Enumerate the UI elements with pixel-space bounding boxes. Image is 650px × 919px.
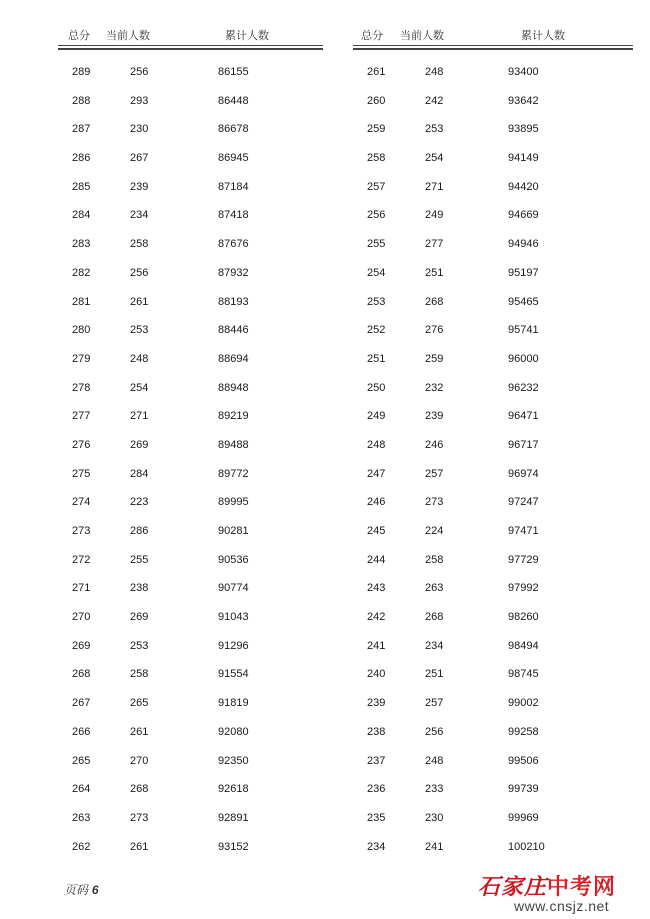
- table-row: [58, 488, 323, 517]
- cell-current-count: 234: [130, 209, 149, 222]
- table-row: [58, 201, 323, 230]
- table-row: [353, 775, 633, 804]
- cell-total-score: 254: [367, 266, 386, 279]
- cell-current-count: 242: [425, 94, 444, 107]
- cell-current-count: 248: [130, 352, 149, 365]
- table-row: [58, 775, 323, 804]
- cell-total-score: 272: [72, 553, 91, 566]
- table-row: [353, 144, 633, 173]
- cell-cumulative-count: 86678: [218, 123, 249, 136]
- cell-total-score: 239: [367, 697, 386, 710]
- cell-total-score: 248: [367, 438, 386, 451]
- watermark-site: 中考网: [547, 875, 617, 900]
- cell-total-score: 273: [72, 525, 91, 537]
- cell-current-count: 271: [425, 180, 444, 193]
- cell-cumulative-count: 86448: [218, 94, 249, 107]
- cell-current-count: 234: [425, 639, 444, 652]
- cell-total-score: 280: [72, 324, 91, 337]
- cell-current-count: 258: [425, 553, 444, 566]
- watermark-url: www.cnsjz.net: [514, 898, 610, 914]
- cell-current-count: 254: [130, 381, 149, 394]
- cell-total-score: 283: [72, 238, 91, 251]
- table-row: [353, 201, 633, 230]
- cell-cumulative-count: 91819: [218, 697, 249, 710]
- table-row: [353, 574, 633, 603]
- cell-total-score: 250: [367, 381, 386, 394]
- cell-total-score: 279: [72, 352, 91, 365]
- cell-total-score: 269: [72, 639, 91, 652]
- cell-total-score: 271: [72, 582, 91, 595]
- cell-current-count: 261: [130, 295, 149, 308]
- cell-cumulative-count: 94149: [508, 152, 539, 165]
- cell-total-score: 277: [72, 410, 91, 423]
- cell-cumulative-count: 99506: [508, 754, 539, 767]
- table-row: [58, 833, 323, 862]
- table-row: [58, 660, 323, 689]
- table-row: [353, 316, 633, 345]
- cell-total-score: 238: [367, 725, 386, 738]
- table-row: [353, 546, 633, 575]
- cell-total-score: 260: [367, 94, 386, 107]
- cell-cumulative-count: 90281: [218, 525, 249, 537]
- cell-current-count: 273: [130, 811, 149, 824]
- cell-cumulative-count: 89219: [218, 410, 249, 423]
- cell-total-score: 243: [367, 582, 386, 595]
- page-label: 页码: [64, 883, 89, 897]
- table-row: [58, 431, 323, 460]
- cell-cumulative-count: 95741: [508, 324, 539, 337]
- cell-cumulative-count: 90536: [218, 553, 249, 566]
- table-row: [353, 460, 633, 489]
- cell-cumulative-count: 93642: [508, 94, 539, 107]
- cell-cumulative-count: 98260: [508, 611, 539, 624]
- cell-total-score: 284: [72, 209, 91, 222]
- cell-cumulative-count: 93152: [218, 840, 249, 853]
- cell-total-score: 255: [367, 238, 386, 251]
- table-body: [58, 58, 323, 861]
- cell-total-score: 267: [72, 697, 91, 710]
- cell-cumulative-count: 94946: [508, 238, 539, 251]
- table-row: [353, 747, 633, 776]
- cell-cumulative-count: 96717: [508, 438, 539, 451]
- cell-cumulative-count: 88446: [218, 324, 249, 337]
- cell-total-score: 256: [367, 209, 386, 222]
- cell-current-count: 263: [425, 582, 444, 595]
- cell-current-count: 267: [130, 152, 149, 165]
- cell-total-score: 278: [72, 381, 91, 394]
- cell-total-score: 258: [367, 152, 386, 165]
- cell-current-count: 248: [425, 66, 444, 78]
- cell-cumulative-count: 95197: [508, 266, 539, 279]
- cell-cumulative-count: 86155: [218, 66, 249, 78]
- cell-cumulative-count: 92618: [218, 783, 249, 796]
- cell-total-score: 266: [72, 725, 91, 738]
- cell-current-count: 256: [130, 66, 149, 78]
- cell-current-count: 270: [130, 754, 149, 767]
- table-row: [353, 87, 633, 116]
- table-row: [353, 804, 633, 833]
- table-row: [353, 632, 633, 661]
- table-row: [58, 460, 323, 489]
- cell-current-count: 271: [130, 410, 149, 423]
- cell-current-count: 261: [130, 840, 149, 853]
- table-body: [353, 58, 633, 861]
- cell-cumulative-count: 97247: [508, 496, 539, 509]
- cell-current-count: 248: [425, 754, 444, 767]
- header-current-count: 当前人数: [106, 29, 150, 42]
- cell-current-count: 238: [130, 582, 149, 595]
- cell-total-score: 257: [367, 180, 386, 193]
- cell-current-count: 255: [130, 553, 149, 566]
- cell-total-score: 235: [367, 811, 386, 824]
- cell-current-count: 257: [425, 697, 444, 710]
- table-row: [58, 374, 323, 403]
- header-divider: [58, 45, 323, 46]
- cell-current-count: 265: [130, 697, 149, 710]
- table-row: [58, 517, 323, 546]
- cell-current-count: 253: [130, 639, 149, 652]
- cell-current-count: 251: [425, 266, 444, 279]
- table-row: [58, 574, 323, 603]
- header-total-score: 总分: [68, 29, 90, 42]
- table-row: [58, 804, 323, 833]
- cell-cumulative-count: 96000: [508, 352, 539, 365]
- table-row: [58, 288, 323, 317]
- watermark-brand: 石家庄: [478, 874, 548, 900]
- table-row: [58, 87, 323, 116]
- cell-cumulative-count: 93400: [508, 66, 539, 78]
- cell-total-score: 246: [367, 496, 386, 509]
- cell-current-count: 293: [130, 94, 149, 107]
- site-watermark: [478, 866, 648, 918]
- cell-cumulative-count: 95465: [508, 295, 539, 308]
- cell-cumulative-count: 99969: [508, 811, 539, 824]
- cell-total-score: 236: [367, 783, 386, 796]
- cell-total-score: 285: [72, 180, 91, 193]
- table-row: [58, 230, 323, 259]
- cell-current-count: 277: [425, 238, 444, 251]
- cell-cumulative-count: 97729: [508, 553, 539, 566]
- table-row: [353, 345, 633, 374]
- cell-total-score: 276: [72, 438, 91, 451]
- cell-total-score: 264: [72, 783, 91, 796]
- cell-cumulative-count: 94669: [508, 209, 539, 222]
- cell-current-count: 233: [425, 783, 444, 796]
- header-divider-thick: [58, 48, 323, 50]
- header-total-score: 总分: [361, 29, 383, 42]
- table-row: [58, 689, 323, 718]
- cell-cumulative-count: 99002: [508, 697, 539, 710]
- cell-total-score: 263: [72, 811, 91, 824]
- cell-total-score: 241: [367, 639, 386, 652]
- cell-cumulative-count: 91296: [218, 639, 249, 652]
- header-divider: [353, 45, 633, 46]
- cell-current-count: 256: [425, 725, 444, 738]
- cell-current-count: 246: [425, 438, 444, 451]
- table-row: [58, 632, 323, 661]
- cell-cumulative-count: 92080: [218, 725, 249, 738]
- cell-cumulative-count: 93895: [508, 123, 539, 136]
- table-row: [353, 259, 633, 288]
- cell-current-count: 230: [425, 811, 444, 824]
- cell-current-count: 273: [425, 496, 444, 509]
- table-row: [353, 517, 633, 546]
- table-row: [353, 58, 633, 87]
- cell-total-score: 242: [367, 611, 386, 624]
- cell-current-count: 251: [425, 668, 444, 681]
- cell-current-count: 258: [130, 668, 149, 681]
- table-header: [58, 24, 323, 44]
- cell-cumulative-count: 94420: [508, 180, 539, 193]
- cell-current-count: 259: [425, 352, 444, 365]
- cell-current-count: 253: [130, 324, 149, 337]
- cell-current-count: 232: [425, 381, 444, 394]
- header-divider-thick: [353, 48, 633, 50]
- cell-cumulative-count: 87932: [218, 266, 249, 279]
- cell-current-count: 249: [425, 209, 444, 222]
- table-row: [353, 230, 633, 259]
- cell-total-score: 281: [72, 295, 91, 308]
- cell-cumulative-count: 96471: [508, 410, 539, 423]
- cell-cumulative-count: 98494: [508, 639, 539, 652]
- cell-cumulative-count: 99739: [508, 783, 539, 796]
- table-row: [58, 718, 323, 747]
- cell-cumulative-count: 88694: [218, 352, 249, 365]
- cell-current-count: 261: [130, 725, 149, 738]
- cell-cumulative-count: 97992: [508, 582, 539, 595]
- cell-total-score: 270: [72, 611, 91, 624]
- cell-current-count: 276: [425, 324, 444, 337]
- cell-current-count: 241: [425, 840, 444, 853]
- table-row: [353, 718, 633, 747]
- cell-cumulative-count: 91554: [218, 668, 249, 681]
- cell-current-count: 284: [130, 467, 149, 480]
- cell-current-count: 224: [425, 525, 444, 537]
- cell-total-score: 251: [367, 352, 386, 365]
- cell-total-score: 247: [367, 467, 386, 480]
- cell-cumulative-count: 89995: [218, 496, 249, 509]
- table-row: [58, 747, 323, 776]
- cell-cumulative-count: 88193: [218, 295, 249, 308]
- cell-current-count: 286: [130, 525, 149, 537]
- cell-total-score: 240: [367, 668, 386, 681]
- table-row: [58, 115, 323, 144]
- table-row: [353, 833, 633, 862]
- cell-cumulative-count: 91043: [218, 611, 249, 624]
- cell-cumulative-count: 87676: [218, 238, 249, 251]
- cell-cumulative-count: 90774: [218, 582, 249, 595]
- table-row: [353, 431, 633, 460]
- table-row: [58, 316, 323, 345]
- cell-total-score: 253: [367, 295, 386, 308]
- table-row: [58, 58, 323, 87]
- table-row: [353, 374, 633, 403]
- cell-total-score: 234: [367, 840, 386, 853]
- table-header: [353, 24, 633, 44]
- table-row: [58, 402, 323, 431]
- table-row: [58, 345, 323, 374]
- cell-current-count: 256: [130, 266, 149, 279]
- cell-total-score: 237: [367, 754, 386, 767]
- table-row: [353, 173, 633, 202]
- table-row: [58, 259, 323, 288]
- cell-total-score: 282: [72, 266, 91, 279]
- cell-total-score: 252: [367, 324, 386, 337]
- cell-cumulative-count: 87184: [218, 180, 249, 193]
- cell-current-count: 239: [425, 410, 444, 423]
- cell-cumulative-count: 96974: [508, 467, 539, 480]
- table-row: [353, 689, 633, 718]
- cell-cumulative-count: 97471: [508, 525, 539, 537]
- cell-current-count: 269: [130, 611, 149, 624]
- cell-cumulative-count: 86945: [218, 152, 249, 165]
- cell-current-count: 269: [130, 438, 149, 451]
- cell-total-score: 265: [72, 754, 91, 767]
- watermark-logo: [478, 870, 616, 901]
- header-current-count: 当前人数: [400, 29, 444, 42]
- page-number: [64, 881, 99, 898]
- table-row: [353, 488, 633, 517]
- cell-current-count: 239: [130, 180, 149, 193]
- cell-total-score: 261: [367, 66, 386, 78]
- cell-current-count: 254: [425, 152, 444, 165]
- cell-total-score: 268: [72, 668, 91, 681]
- cell-current-count: 230: [130, 123, 149, 136]
- cell-cumulative-count: 96232: [508, 381, 539, 394]
- table-row: [353, 288, 633, 317]
- cell-total-score: 249: [367, 410, 386, 423]
- table-row: [353, 115, 633, 144]
- table-row: [58, 546, 323, 575]
- cell-total-score: 288: [72, 94, 91, 107]
- table-row: [353, 402, 633, 431]
- cell-cumulative-count: 89772: [218, 467, 249, 480]
- header-cumulative-count: 累计人数: [521, 29, 565, 42]
- table-row: [58, 603, 323, 632]
- table-row: [58, 144, 323, 173]
- cell-cumulative-count: 92350: [218, 754, 249, 767]
- cell-total-score: 287: [72, 123, 91, 136]
- cell-current-count: 258: [130, 238, 149, 251]
- cell-cumulative-count: 92891: [218, 811, 249, 824]
- cell-current-count: 257: [425, 467, 444, 480]
- cell-total-score: 275: [72, 467, 91, 480]
- cell-cumulative-count: 87418: [218, 209, 249, 222]
- cell-current-count: 268: [130, 783, 149, 796]
- cell-current-count: 253: [425, 123, 444, 136]
- header-cumulative-count: 累计人数: [225, 29, 269, 42]
- cell-total-score: 262: [72, 840, 91, 853]
- table-row: [353, 660, 633, 689]
- cell-total-score: 286: [72, 152, 91, 165]
- page-number-value: 6: [91, 883, 99, 897]
- cell-cumulative-count: 98745: [508, 668, 539, 681]
- cell-current-count: 223: [130, 496, 149, 509]
- cell-total-score: 244: [367, 553, 386, 566]
- cell-total-score: 245: [367, 525, 386, 537]
- cell-cumulative-count: 100210: [508, 840, 545, 853]
- cell-total-score: 274: [72, 496, 91, 509]
- table-row: [353, 603, 633, 632]
- cell-total-score: 259: [367, 123, 386, 136]
- cell-current-count: 268: [425, 295, 444, 308]
- table-row: [58, 173, 323, 202]
- cell-cumulative-count: 99258: [508, 725, 539, 738]
- cell-cumulative-count: 88948: [218, 381, 249, 394]
- cell-current-count: 268: [425, 611, 444, 624]
- cell-total-score: 289: [72, 66, 91, 78]
- cell-cumulative-count: 89488: [218, 438, 249, 451]
